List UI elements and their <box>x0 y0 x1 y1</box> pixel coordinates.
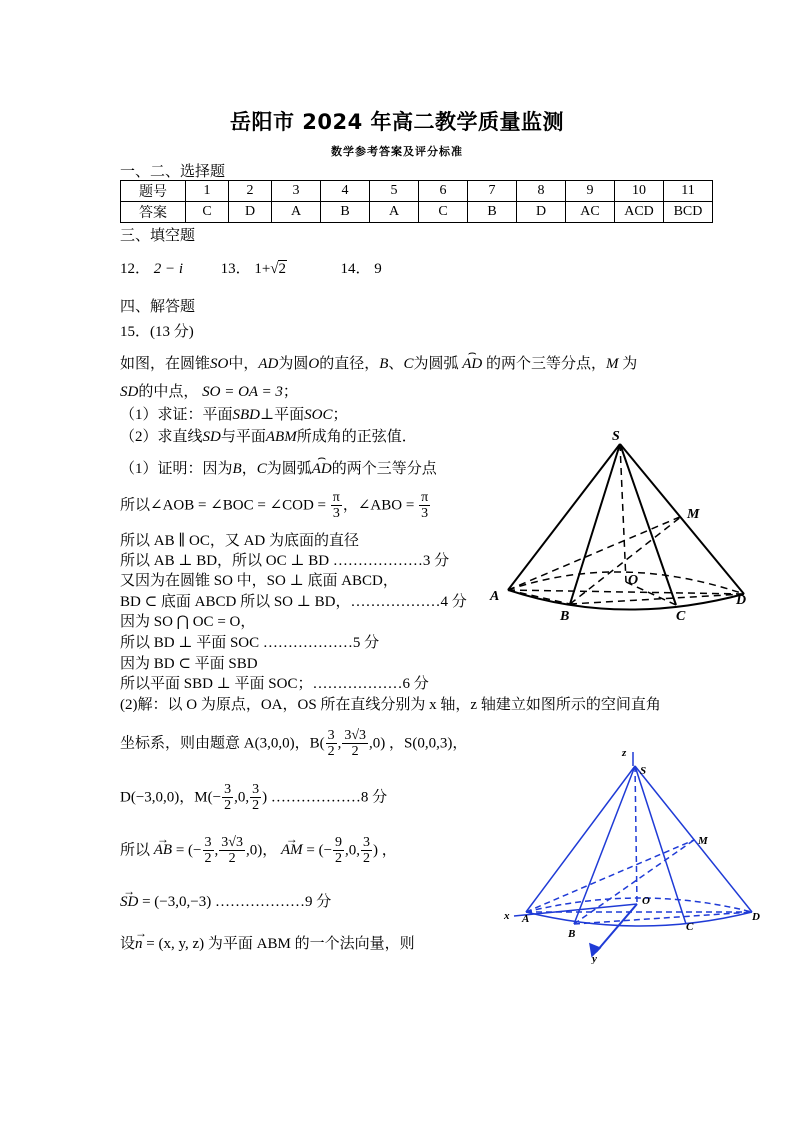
table-cell: 3 <box>272 181 321 202</box>
fraction <box>222 782 233 814</box>
text: ， <box>241 461 257 477</box>
cone-figure <box>480 422 770 632</box>
denominator: 3 <box>332 506 340 522</box>
label-o: O <box>642 895 650 907</box>
x-axis <box>514 904 637 916</box>
var: M <box>605 356 619 372</box>
problem-line-2 <box>120 380 298 401</box>
section-heading-fill: 三、填空题 <box>120 226 196 244</box>
segment-bd <box>570 594 744 604</box>
var: C <box>403 356 414 372</box>
vector-ab: → AB <box>154 842 172 859</box>
text: 坐标系，则由题意 A(3,0,0)，B( <box>120 735 325 752</box>
text: 为圆 <box>278 356 309 372</box>
text: ) ………………8 分 <box>262 789 388 806</box>
label-c: C <box>686 921 694 933</box>
arc-ad: ⌢ AD <box>462 356 482 373</box>
problem-line-1 <box>120 352 637 373</box>
proof-line-8: 所以 BD ⊥ 平面 SOC ………………5 分 <box>120 635 380 651</box>
table-cell: 9 <box>566 181 615 202</box>
y-axis <box>596 904 637 952</box>
var: O <box>308 356 320 372</box>
text: ,0, <box>345 842 361 859</box>
denominator: 2 <box>363 851 371 867</box>
var: SO = OA = 3 <box>202 384 283 400</box>
q15-heading: 15．(13 分) <box>120 324 194 340</box>
table-cell: 6 <box>419 181 468 202</box>
q13-answer: 1+ <box>254 261 271 277</box>
text: （2）求直线 <box>120 429 203 445</box>
text: （1）求证：平面 <box>120 407 233 423</box>
var: SOC <box>304 407 333 423</box>
text: 所以∠AOB = ∠BOC = ∠COD = <box>120 497 327 514</box>
proof-line-10: 所以平面 SBD ⊥ 平面 SOC；………………6 分 <box>120 676 429 692</box>
proof-line-1 <box>120 457 437 478</box>
table-cell: ACD <box>615 202 664 223</box>
text: 为圆弧 <box>266 461 312 477</box>
vector-line-1: 所以 → AB = (− $\frac{3}{2}$ , $\frac{3√3}{2}$ ,0)， → AM = (− $\frac{9}{2}$ ,0, $\frac{3}{2}$ ) ， <box>120 835 397 867</box>
denominator: 2 <box>228 851 236 867</box>
var: C <box>256 461 267 477</box>
table-cell: A <box>370 202 419 223</box>
text: 设 <box>120 936 136 952</box>
text: ； <box>282 384 298 400</box>
text: ，S(0,0,3)， <box>389 735 468 752</box>
label-m: M <box>698 835 708 847</box>
label-x: x <box>504 910 510 922</box>
label-y: y <box>592 953 597 964</box>
proof-line-2 <box>120 490 431 522</box>
var: B <box>379 356 389 372</box>
fraction-pi-3 <box>419 490 430 522</box>
row-label: 答案 <box>121 202 186 223</box>
edge-so <box>620 444 626 582</box>
proof-line-6: BD ⊂ 底面 ABCD 所以 SO ⊥ BD，………………4 分 <box>120 594 467 610</box>
problem-line-4 <box>120 425 417 446</box>
edge-sd <box>635 766 752 912</box>
table-cell: D <box>517 202 566 223</box>
segment-ad <box>508 590 744 594</box>
edge-sb <box>574 766 635 924</box>
table-cell: 10 <box>615 181 664 202</box>
var: SO <box>210 356 229 372</box>
vector-n: → n <box>135 936 143 953</box>
text: 如图，在圆锥 <box>120 356 211 372</box>
label-s: S <box>612 429 620 444</box>
text: ⊥ <box>260 407 275 423</box>
label-o: O <box>628 573 639 588</box>
fraction <box>326 728 337 760</box>
proof-line-9: 因为 BD ⊂ 平面 SBD <box>120 656 258 672</box>
numerator: 9 <box>335 835 343 850</box>
label-d: D <box>752 911 760 923</box>
table-row <box>121 202 713 223</box>
proof-line-5: 又因为在圆锥 SO 中，SO ⊥ 底面 ABCD， <box>120 573 398 589</box>
page-subtitle: 数学参考答案及评分标准 <box>331 145 463 158</box>
text: ； <box>332 407 348 423</box>
fraction <box>203 835 214 867</box>
label-z: z <box>622 747 627 759</box>
text: = (−3,0,−3) ………………9 分 <box>142 894 332 910</box>
text: = (− <box>306 842 333 859</box>
table-cell: C <box>419 202 468 223</box>
table-cell: 11 <box>664 181 713 202</box>
text: （1）证明：因为 <box>120 461 233 477</box>
label-b: B <box>568 928 576 940</box>
fraction <box>342 728 368 760</box>
text: 的直径， <box>319 356 380 372</box>
table-cell: B <box>321 202 370 223</box>
text: D(−3,0,0)，M(− <box>120 789 222 806</box>
page-title: 岳阳市 2024 年高二教学质量监测 <box>229 110 565 134</box>
edge-sd <box>620 444 744 594</box>
label-m: M <box>687 507 700 522</box>
var: SD <box>120 384 139 400</box>
numerator: 3 <box>252 782 260 797</box>
text: 所以 <box>120 842 151 859</box>
segment-am <box>526 840 694 912</box>
numerator: π <box>332 490 340 505</box>
text: = (− <box>175 842 202 859</box>
fraction-pi-3 <box>331 490 342 522</box>
q14-number: 14． <box>340 261 371 277</box>
table-cell: A <box>272 202 321 223</box>
text: ,0) <box>369 735 386 752</box>
text: ) ， <box>373 842 397 859</box>
q13-number: 13． <box>220 261 251 277</box>
fraction <box>333 835 344 867</box>
coord-line-1: 坐标系，则由题意 A(3,0,0)，B( $\frac{3}{2}$ , $\frac{3√3}{2}$ ,0) ，S(0,0,3)， <box>120 728 468 760</box>
text: 为 <box>622 356 638 372</box>
label-d: D <box>736 593 747 608</box>
table-cell: C <box>186 202 229 223</box>
table-row <box>121 181 713 202</box>
table-cell: 7 <box>468 181 517 202</box>
text: ,0)， <box>245 842 278 859</box>
cone-axes-figure <box>500 744 770 964</box>
edge-sa <box>526 766 635 912</box>
text: 与平面 <box>220 429 266 445</box>
table-cell: 2 <box>229 181 272 202</box>
table-cell: D <box>229 202 272 223</box>
label-s: S <box>640 765 647 777</box>
edge-sb <box>570 444 620 604</box>
denominator: 3 <box>421 506 429 522</box>
table-cell: BCD <box>664 202 713 223</box>
vector-sd: → SD <box>120 894 138 911</box>
label-a: A <box>522 913 530 925</box>
answer-table <box>120 180 713 223</box>
fraction <box>361 835 372 867</box>
var: SBD <box>232 407 261 423</box>
fill-answers: 12． 2 − i 13． 1+√2 14． 9 <box>120 261 382 277</box>
base-front-arc <box>508 590 747 610</box>
edge-sa <box>508 444 620 590</box>
text: 、 <box>388 356 404 372</box>
text: 所成角的正弦值． <box>296 429 417 445</box>
text: 平面 <box>274 407 305 423</box>
table-cell: 4 <box>321 181 370 202</box>
numerator: 3√3 <box>221 835 243 850</box>
normal-vector-line <box>120 932 415 953</box>
numerator: 3√3 <box>344 728 367 743</box>
var: ABM <box>265 429 297 445</box>
proof-line-3: 所以 AB ∥ OC，又 AD 为底面的直径 <box>120 533 360 549</box>
proof-line-4: 所以 AB ⊥ BD，所以 OC ⊥ BD ………………3 分 <box>120 553 450 569</box>
denominator: 2 <box>252 798 260 814</box>
text: 的两个三等分点， <box>485 356 606 372</box>
table-cell: 8 <box>517 181 566 202</box>
numerator: 3 <box>327 728 335 743</box>
denominator: 2 <box>335 851 343 867</box>
text: 为圆弧 <box>413 356 459 372</box>
edge-so <box>635 766 637 904</box>
q12-number: 12． <box>120 261 151 277</box>
label-a: A <box>490 589 500 604</box>
var: SD <box>202 429 221 445</box>
numerator: 3 <box>363 835 371 850</box>
numerator: π <box>421 490 429 505</box>
var: AD <box>258 356 279 372</box>
q13-radicand: 2 <box>278 261 287 277</box>
text: 的中点， <box>138 384 199 400</box>
fraction <box>219 835 245 867</box>
row-label: 题号 <box>121 181 186 202</box>
text: 中， <box>228 356 259 372</box>
vector-am: → AM <box>281 842 303 859</box>
base-back-arc <box>526 898 752 912</box>
text: ，∠ABO = <box>342 497 415 514</box>
section-heading-solve: 四、解答题 <box>120 297 196 315</box>
label-c: C <box>676 609 686 624</box>
q14-answer: 9 <box>374 261 382 277</box>
numerator: 3 <box>224 782 232 797</box>
text: ,0, <box>234 789 250 806</box>
q12-answer: 2 − i <box>153 261 184 277</box>
table-cell: 1 <box>186 181 229 202</box>
problem-line-3 <box>120 403 348 424</box>
table-cell: 5 <box>370 181 419 202</box>
section-heading-choice: 一、二、选择题 <box>120 162 226 180</box>
denominator: 2 <box>224 798 232 814</box>
text: 的两个三等分点 <box>331 461 437 477</box>
var: B <box>232 461 242 477</box>
fraction <box>250 782 261 814</box>
coord-line-2 <box>120 782 387 814</box>
denominator: 2 <box>327 744 335 760</box>
vector-line-2 <box>120 890 331 911</box>
denominator: 2 <box>351 744 359 760</box>
table-cell: AC <box>566 202 615 223</box>
proof-line-7: 因为 SO ⋂ OC = O， <box>120 614 256 630</box>
table-cell: B <box>468 202 517 223</box>
label-b: B <box>560 609 570 624</box>
denominator: 2 <box>204 851 212 867</box>
arc-ad: ⌢ AD <box>312 461 332 478</box>
proof-line-11: (2)解：以 O 为原点，OA，OS 所在直线分别为 x 轴，z 轴建立如图所示的空间直角 <box>120 697 661 713</box>
numerator: 3 <box>204 835 212 850</box>
text: = (x, y, z) 为平面 ABM 的一个法向量，则 <box>146 936 415 952</box>
